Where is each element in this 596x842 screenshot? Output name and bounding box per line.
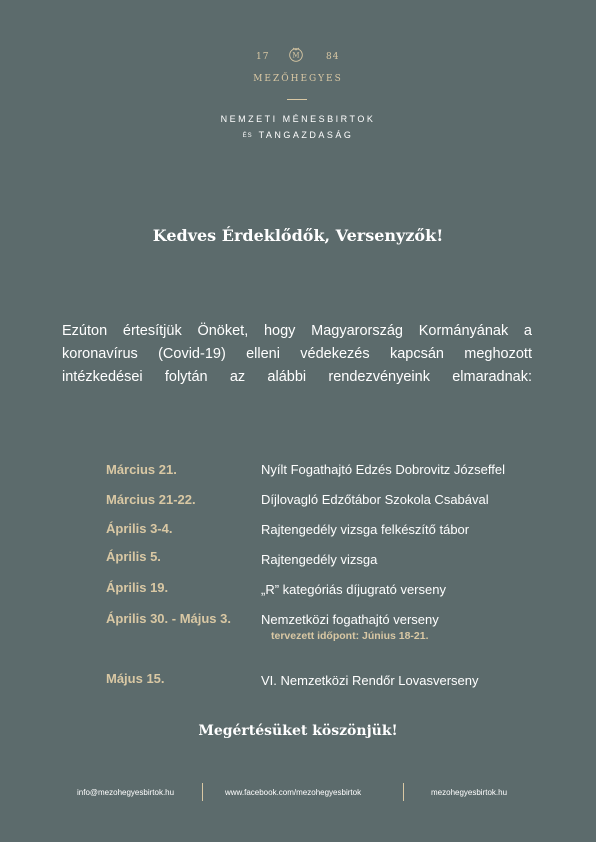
event-title: Rajtengedély vizsga felkészítő tábor — [261, 522, 470, 537]
brand-subtitle-es: ÉS — [242, 133, 253, 139]
event-date: Május 15. — [106, 671, 165, 686]
intro-line: intézkedései folytán az alábbi rendezvényeink elmaradnak: — [62, 369, 532, 385]
intro-line: Ezúton értesítjük Önöket, hogy Magyarország Kormányának a — [62, 323, 532, 339]
intro-line: koronavírus (Covid-19) elleni védekezés kapcsán meghozott — [62, 346, 532, 362]
footer-divider — [403, 783, 404, 801]
closing-thanks: Megértésüket köszönjük! — [198, 723, 398, 739]
year-right: 84 — [326, 52, 340, 62]
event-title: Díjlovagló Edzőtábor Szokola Csabával — [261, 492, 489, 507]
header-divider — [287, 99, 307, 100]
event-date: Március 21. — [106, 462, 177, 477]
footer-divider — [202, 783, 203, 801]
brand-subtitle-line2 — [0, 130, 596, 140]
event-title: Nyílt Fogathajtó Edzés Dobrovitz Józseffel — [261, 462, 505, 477]
greeting-heading: Kedves Érdeklődők, Versenyzők! — [152, 226, 444, 245]
brand-subtitle-line1: NEMZETI MÉNESBIRTOK — [220, 114, 376, 124]
year-left: 17 — [256, 52, 270, 62]
event-date: Április 3-4. — [106, 521, 173, 536]
event-title: „R” kategóriás díjugrató verseny — [261, 582, 446, 597]
event-title: Nemzetközi fogathajtó verseny — [261, 612, 439, 627]
brand-subtitle-tangazdasag: TANGAZDASÁG — [258, 130, 354, 140]
footer-facebook-link[interactable]: www.facebook.com/mezohegyesbirtok — [225, 788, 362, 797]
event-title: VI. Nemzetközi Rendőr Lovasverseny — [261, 673, 479, 688]
svg-text:M: M — [292, 51, 300, 60]
intro-paragraph — [62, 320, 532, 389]
event-note: tervezett időpont: Június 18-21. — [271, 630, 429, 642]
brand-name: MEZŐHEGYES — [253, 74, 343, 84]
monogram-logo-icon — [288, 46, 304, 62]
event-date: Április 5. — [106, 549, 161, 564]
event-date: Március 21-22. — [106, 492, 196, 507]
event-date: Április 19. — [106, 580, 169, 595]
event-title: Rajtengedély vizsga — [261, 552, 378, 567]
footer-website-link[interactable]: mezohegyesbirtok.hu — [431, 788, 508, 797]
event-date: Április 30. - Május 3. — [106, 611, 231, 626]
footer-email-link[interactable]: info@mezohegyesbirtok.hu — [77, 788, 175, 797]
